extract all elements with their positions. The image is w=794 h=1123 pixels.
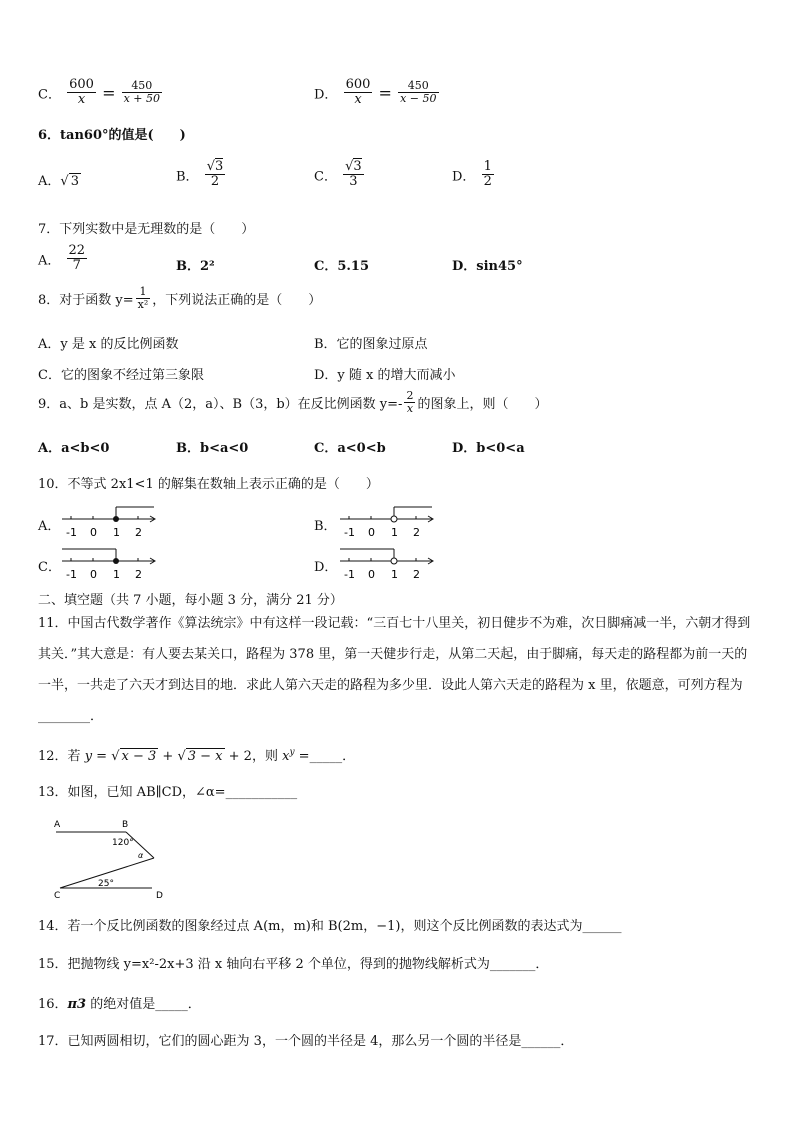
option-label: A． — [38, 253, 61, 269]
q10-number-line-b — [336, 504, 438, 542]
fraction: $\frac{√3}{2}$ — [206, 159, 224, 190]
q9-option-d: D．b<0<a — [452, 441, 525, 456]
q6-stem: 6．tan60°的值是( ) — [38, 128, 186, 143]
answer-blank: ______ — [521, 1034, 561, 1049]
tick-label: -1 — [344, 568, 355, 581]
q6-option-d — [452, 160, 496, 190]
option-label: D． — [452, 169, 476, 185]
tick-label: 0 — [90, 568, 97, 581]
q9-option-c: C．a<0<b — [314, 441, 386, 456]
point-label-d: D — [156, 891, 163, 900]
answer-blank: ________ — [38, 709, 90, 724]
answer-blank: _______ — [489, 957, 536, 972]
tick-label: -1 — [344, 526, 355, 539]
section-title: 二、填空题（共 7 小题，每小题 3 分，满分 21 分） — [38, 593, 343, 608]
fraction: $\frac{√3}{3}$ — [345, 159, 362, 190]
q7-option-b: B．2² — [176, 259, 215, 274]
fraction: $\frac{450}{x - 50}$ — [400, 79, 437, 106]
tick-label: 0 — [90, 526, 97, 539]
q16-text: 16．π3 的绝对值是_____． — [38, 997, 201, 1012]
tick-label: 2 — [413, 526, 420, 539]
tick-label: 2 — [413, 568, 420, 581]
q10-stem: 10．不等式 2x1<1 的解集在数轴上表示正确的是（ ） — [38, 477, 379, 492]
q10-number-line-c — [58, 546, 160, 584]
tick-label: 1 — [391, 526, 398, 539]
q8-option-d: D．y 随 x 的增大而减小 — [314, 368, 456, 383]
q9-option-a: A．a<b<0 — [38, 441, 110, 456]
sqrt: √ 3 — [60, 174, 79, 189]
q14-text: 14．若一个反比例函数的图象经过点 A(m，m)和 B(2m，−1)，则这个反比例函数的表达式为______ — [38, 919, 622, 934]
q10-option-d-label: D． — [314, 560, 338, 575]
q8-option-a: A．y 是 x 的反比例函数 — [38, 337, 179, 352]
tick-label: 1 — [391, 568, 398, 581]
answer-blank: ___________ — [225, 785, 298, 800]
q7-option-d: D．sin45° — [452, 259, 523, 274]
fraction: $\frac{600}{x}$ — [69, 77, 94, 108]
q8-option-c: C．它的图象不经过第三象限 — [38, 368, 204, 383]
angle-label-120: 120° — [112, 838, 134, 848]
q5-option-d — [314, 78, 441, 108]
point-label-c: C — [54, 891, 61, 900]
q9-stem: 9．a、b 是实数，点 A（2，a）、B（3，b）在反比例函数 y=- $\frac{2}{x}$ 的图象上，则（ ） — [38, 389, 548, 416]
q10-option-c-label: C． — [38, 560, 61, 575]
equals-sign: = — [378, 83, 392, 103]
option-label: D． — [314, 87, 338, 103]
q8-option-b: B．它的图象过原点 — [314, 337, 428, 352]
fraction: $\frac{22}{7}$ — [68, 243, 86, 274]
tick-label: 2 — [135, 526, 142, 539]
option-label: A． — [38, 174, 61, 189]
q17-text: 17．已知两圆相切，它们的圆心距为 3，一个圆的半径是 4，那么另一个圆的半径是______． — [38, 1034, 574, 1049]
tick-label: 0 — [368, 526, 375, 539]
tick-label: -1 — [66, 526, 77, 539]
q13-stem: 13．如图，已知 AB∥CD，∠α=___________ — [38, 785, 298, 800]
angle-label-25: 25° — [98, 879, 114, 889]
point-label-b: B — [122, 820, 129, 830]
sqrt: √ 3 − x — [177, 749, 223, 764]
tick-label: 1 — [113, 526, 120, 539]
q10-option-a-label: A． — [38, 519, 61, 534]
equals-sign: = — [102, 83, 116, 103]
angle-label-alpha: α — [138, 851, 144, 860]
option-label: D． — [452, 259, 477, 274]
option-label: C． — [314, 169, 337, 185]
option-label: C． — [38, 87, 61, 103]
answer-blank: _____ — [155, 997, 188, 1012]
q7-option-a — [38, 244, 89, 274]
q6-option-a — [38, 170, 81, 189]
fraction: $\frac{600}{x}$ — [345, 77, 371, 108]
option-label: C． — [314, 259, 338, 274]
option-label: B． — [176, 259, 200, 274]
fraction: $\frac{1}{2}$ — [483, 159, 492, 190]
tick-label: 1 — [113, 568, 120, 581]
answer-blank: ______ — [582, 919, 622, 934]
q9-option-b: B．b<a<0 — [176, 441, 249, 456]
q10-option-b-label: B． — [314, 519, 337, 534]
tick-label: 2 — [135, 568, 142, 581]
q5-option-c — [38, 78, 164, 108]
q12-text: 12．若 y = √ x − 3 + √ 3 − x + 2，则 $x^y$ =_____． — [38, 747, 356, 764]
q8-stem: 8．对于函数 y= $\frac{1}{\text{x²}}$ ，下列说法正确的是（ ） — [38, 285, 322, 312]
q6-option-b — [176, 160, 227, 190]
point-label-a: A — [54, 820, 61, 830]
fraction: $\frac{450}{x + 50}$ — [123, 79, 161, 106]
q10-number-line-a — [58, 504, 160, 542]
q7-option-c: C．5.15 — [314, 259, 370, 274]
tick-label: 0 — [368, 568, 375, 581]
q6-option-c — [314, 160, 366, 190]
q7-stem: 7．下列实数中是无理数的是（ ） — [38, 222, 255, 237]
tick-label: -1 — [66, 568, 77, 581]
answer-blank: _____ — [309, 749, 343, 764]
q13-figure — [48, 816, 178, 900]
option-label: B． — [176, 169, 199, 185]
fraction: $\frac{2}{x}$ — [406, 389, 414, 416]
q11-text: 11．中国古代数学著作《算法统宗》中有这样一段记载：“三百七十八里关，初日健步不为难，次日脚痛减一半，六朝才得到其关．”其大意是：有人要去某关口，路程为 378 里，第一天健步行走，从第二天起，由于脚痛，每天走的路程都为前一天的一半，一共走了六天才到达目的地．求此人第六天走的路程为多少里．设此人第六天走的路程为 x 里，依题意，可列方程为________． — [38, 616, 751, 724]
q10-number-line-d — [336, 546, 438, 584]
q15-text: 15．把抛物线 y=x²-2x+3 沿 x 轴向右平移 2 个单位，得到的抛物线解析式为_______． — [38, 957, 549, 972]
sqrt: √ x − 3 — [111, 749, 157, 764]
fraction: $\frac{1}{\text{x²}}$ — [137, 285, 149, 312]
